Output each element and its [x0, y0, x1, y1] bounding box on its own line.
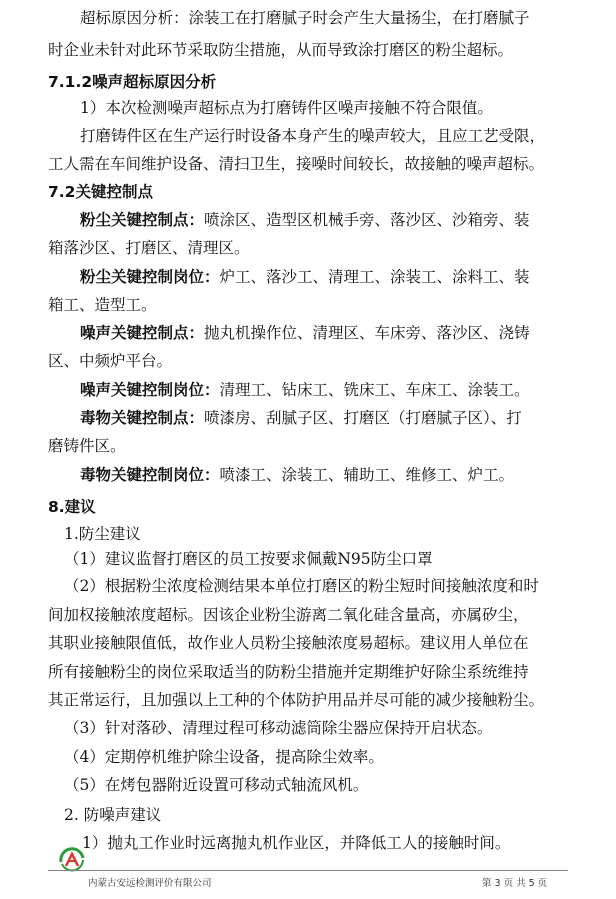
- bold-label: 粉尘关键控制岗位：: [80, 267, 220, 286]
- paragraph-line: （1）建议监督打磨区的员工按要求佩戴N95防尘口罩: [64, 550, 433, 568]
- paragraph-line: 1）本次检测噪声超标点为打磨铸件区噪声接触不符合限值。: [80, 99, 493, 117]
- paragraph-line: （3）针对落砂、清理过程可移动滤筒除尘器应保持开启状态。: [64, 719, 493, 737]
- footer-page-number: 第 3 页 共 5 页: [482, 878, 548, 889]
- paragraph-line: 打磨铸件区在生产运行时设备本身产生的噪声较大，且应工艺受限，: [80, 127, 546, 145]
- line-text: 清理工、钻床工、铣床工、车床工、涂装工。: [219, 381, 530, 399]
- paragraph-line: 间加权接触浓度超标。因该企业粉尘游离二氧化硅含量高，亦属矽尘，: [48, 606, 529, 624]
- paragraph-line: 工人需在车间维护设备、清扫卫生，接噪时间较长，故接触的噪声超标。: [48, 155, 545, 173]
- paragraph-line: 超标原因分析：涂装工在打磨腻子时会产生大量扬尘，在打磨腻子: [80, 9, 530, 27]
- bold-label: 粉尘关键控制点：: [80, 210, 205, 229]
- paragraph-line: [80, 380, 530, 400]
- paragraph-line: 磨铸件区。: [48, 437, 126, 455]
- paragraph-line: 箱工、造型工。: [48, 296, 157, 314]
- paragraph-line: 1）抛丸工作业时远离抛丸机作业区，并降低工人的接触时间。: [82, 834, 511, 852]
- paragraph-line: 区、中频炉平台。: [48, 352, 173, 370]
- paragraph-line: （4）定期停机维护除尘设备，提高除尘效率。: [64, 748, 384, 766]
- section-heading-8: 8.建议: [48, 498, 96, 516]
- paragraph-line: [80, 267, 530, 287]
- footer-company: 内蒙古安远检测评价有限公司: [88, 878, 212, 889]
- section-heading-7-1-2: 7.1.2噪声超标原因分析: [48, 73, 217, 91]
- bold-label: 毒物关键控制点：: [80, 408, 205, 427]
- paragraph-line: [80, 465, 514, 485]
- paragraph-line: 时企业未针对此环节采取防尘措施，从而导致涂打磨区的粉尘超标。: [48, 41, 514, 59]
- line-text: 喷漆工、涂装工、辅助工、维修工、炉工。: [219, 466, 515, 484]
- paragraph-line: 箱落沙区、打磨区、清理区。: [48, 239, 250, 257]
- line-text: 抛丸机操作位、清理区、车床旁、落沙区、浇铸: [204, 324, 530, 342]
- paragraph-line: [80, 323, 530, 343]
- footer-divider: [48, 870, 568, 871]
- bold-label: 毒物关键控制岗位：: [80, 465, 220, 484]
- paragraph-line: （2）根据粉尘浓度检测结果本单位打磨区的粉尘短时间接触浓度和时: [64, 577, 539, 595]
- bold-label: 噪声关键控制点：: [80, 323, 205, 342]
- line-text: 喷涂区、造型区机械手旁、落沙区、沙箱旁、装: [204, 211, 530, 229]
- line-text: 喷漆房、刮腻子区、打磨区（打磨腻子区）、打: [204, 409, 522, 427]
- line-text: 炉工、落沙工、清理工、涂装工、涂料工、装: [219, 268, 530, 286]
- paragraph-line: 1.防尘建议: [64, 525, 141, 543]
- paragraph-line: 2. 防噪声建议: [64, 806, 162, 824]
- bold-label: 噪声关键控制岗位：: [80, 380, 220, 399]
- paragraph-line: [80, 210, 530, 230]
- paragraph-line: 所有接触粉尘的岗位采取适当的防粉尘措施并定期维护好除尘系统维持: [48, 663, 529, 681]
- paragraph-line: [80, 408, 522, 428]
- section-heading-7-2: 7.2关键控制点: [48, 183, 153, 201]
- paragraph-line: 其职业接触限值低，故作业人员粉尘接触浓度易超标。建议用人单位在: [48, 634, 529, 652]
- paragraph-line: 其正常运行，且加强以上工种的个体防护用品并尽可能的减少接触粉尘。: [48, 691, 545, 709]
- paragraph-line: （5）在烤包器附近设置可移动式轴流风机。: [64, 776, 369, 794]
